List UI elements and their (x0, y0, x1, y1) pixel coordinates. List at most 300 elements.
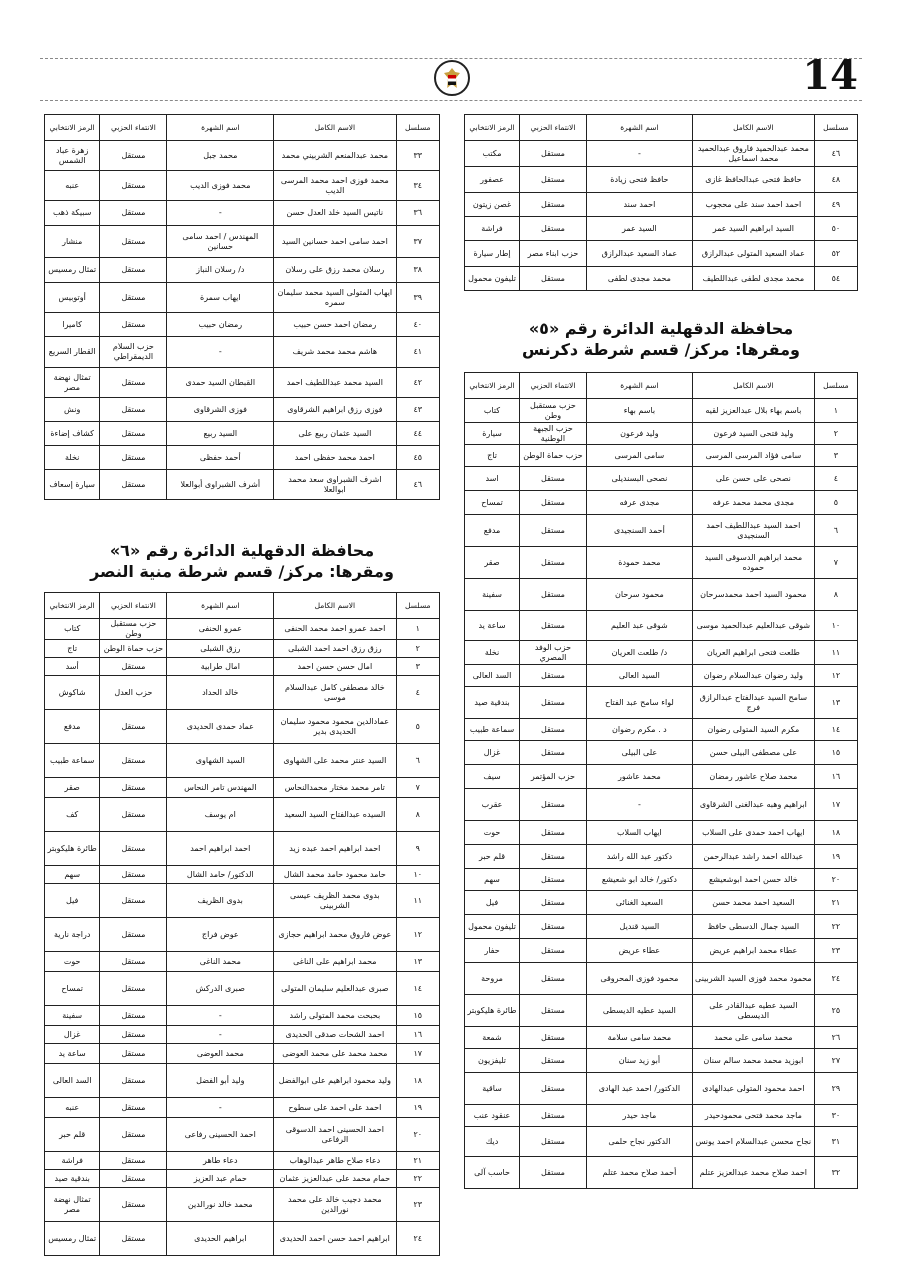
known-as-cell: لواء سامح عبد الفتاح (586, 687, 692, 719)
table-row (45, 676, 440, 710)
table-row (465, 217, 858, 241)
table-row (465, 995, 858, 1027)
party-cell: مستقل (520, 1105, 587, 1127)
full-name-cell: ايهاب المتولى السيد محمد سليمان سمره (274, 283, 396, 313)
symbol-cell: تمثال رمسيس (45, 1222, 100, 1256)
symbol-cell: تاج (45, 640, 100, 658)
column-header: مسلسل (814, 115, 857, 141)
full-name-cell: محمد عبدالحميد فاروق عبدالحميد محمد اسماعيل (692, 141, 814, 167)
column-header: مسلسل (396, 593, 439, 619)
symbol-cell: تليفون محمول (465, 267, 520, 291)
serial-cell: ٣٩ (396, 283, 439, 313)
full-name-cell: السعيد احمد محمد حسن (692, 891, 814, 915)
table-row (45, 171, 440, 201)
serial-cell: ٤٢ (396, 368, 439, 398)
known-as-cell: السيد عطيه الديسطى (586, 995, 692, 1027)
table-row (465, 267, 858, 291)
column-header: الانتماء الحزبي (100, 593, 167, 619)
known-as-cell: حمام عبد العزيز (167, 1170, 274, 1188)
table-row (465, 641, 858, 665)
serial-cell: ٥٤ (814, 267, 857, 291)
party-cell: مستقل (100, 1222, 167, 1256)
table-row (45, 470, 440, 500)
serial-cell: ٤٣ (396, 398, 439, 422)
full-name-cell: عوض فاروق محمد ابراهيم حجازى (274, 918, 396, 952)
serial-cell: ٣٠ (814, 1105, 857, 1127)
table-row (45, 1170, 440, 1188)
known-as-cell: أحمد صلاح محمد عتلم (586, 1157, 692, 1189)
known-as-cell: الدكتور/ احمد عبد الهادى (586, 1073, 692, 1105)
known-as-cell: عماد حمدى الحديدى (167, 710, 274, 744)
symbol-cell: عنبه (45, 171, 100, 201)
known-as-cell: أشرف الشبراوى أبوالعلا (167, 470, 274, 500)
district-6-subtitle: ومقرها: مركز/ قسم شرطة منية النصر (90, 562, 394, 581)
party-cell: مستقل (100, 1064, 167, 1098)
party-cell: حزب السلام الديمقراطي (100, 337, 167, 368)
full-name-cell: احمد محمد حفظى احمد (274, 446, 396, 470)
full-name-cell: حامد محمود حامد محمد الشال (274, 866, 396, 884)
column-header: الاسم الكامل (692, 115, 814, 141)
table-row (465, 765, 858, 789)
table-row (45, 866, 440, 884)
table-row (465, 1073, 858, 1105)
party-cell: حزب حماة الوطن (100, 640, 167, 658)
full-name-cell: احمد الشحات صدقى الحديدى (274, 1026, 396, 1044)
full-name-cell: رمضان احمد حسن حبيب (274, 313, 396, 337)
party-cell: مستقل (520, 1049, 587, 1073)
table-row (45, 1152, 440, 1170)
known-as-cell: محمد سامى سلامة (586, 1027, 692, 1049)
table-row (45, 141, 440, 171)
full-name-cell: محمد فوزى احمد محمد المرسى الديب (274, 171, 396, 201)
column-header: اسم الشهرة (586, 115, 692, 141)
party-cell: مستقل (520, 193, 587, 217)
party-cell: حزب الوفد المصري (520, 641, 587, 665)
known-as-cell: وليد أبو الفضل (167, 1064, 274, 1098)
known-as-cell: - (167, 201, 274, 226)
known-as-cell: عوض فراج (167, 918, 274, 952)
symbol-cell: غزال (45, 1026, 100, 1044)
known-as-cell: احمد سند (586, 193, 692, 217)
serial-cell: ١٧ (396, 1044, 439, 1064)
symbol-cell: ديك (465, 1127, 520, 1157)
serial-cell: ٢٤ (396, 1222, 439, 1256)
table-row (45, 446, 440, 470)
party-cell: مستقل (520, 267, 587, 291)
serial-cell: ٦ (396, 744, 439, 778)
party-cell: مستقل (100, 972, 167, 1006)
known-as-cell: المهندس / احمد سامى حسانين (167, 226, 274, 258)
symbol-cell: عنقود عنب (465, 1105, 520, 1127)
full-name-cell: طلعت فتحى ابراهيم العريان (692, 641, 814, 665)
party-cell: مستقل (100, 798, 167, 832)
table-row (465, 141, 858, 167)
full-name-cell: محمود محمد فوزى السيد الشربينى (692, 963, 814, 995)
table-row (465, 579, 858, 611)
party-cell: مستقل (520, 719, 587, 741)
symbol-cell: كتاب (465, 399, 520, 423)
serial-cell: ٨ (396, 798, 439, 832)
full-name-cell: شوقى عبدالعليم عبدالحميد موسى (692, 611, 814, 641)
table-row (45, 398, 440, 422)
page-number: 14 (802, 52, 858, 99)
symbol-cell: حفار (465, 939, 520, 963)
serial-cell: ١٦ (814, 765, 857, 789)
party-cell: مستقل (100, 171, 167, 201)
serial-cell: ١ (396, 619, 439, 640)
table-row (465, 789, 858, 821)
symbol-cell: بندقية صيد (45, 1170, 100, 1188)
serial-cell: ٢٠ (814, 869, 857, 891)
full-name-cell: وليد فتحى السيد فرعون (692, 423, 814, 445)
full-name-cell: حمام محمد على عبدالعزيز عثمان (274, 1170, 396, 1188)
column-header: الرمز الانتخابي (465, 115, 520, 141)
serial-cell: ٣ (814, 445, 857, 467)
symbol-cell: سهم (465, 869, 520, 891)
district-5-subtitle: ومقرها: مركز/ قسم شرطة دكرنس (522, 340, 800, 359)
full-name-cell: حافظ فتحى عبدالحافظ غازى (692, 167, 814, 193)
serial-cell: ٦ (814, 515, 857, 547)
column-header: الرمز الانتخابي (45, 115, 100, 141)
full-name-cell: محمود السيد احمد محمدسرحان (692, 579, 814, 611)
party-cell: مستقل (520, 963, 587, 995)
known-as-cell: على البيلى (586, 741, 692, 765)
serial-cell: ٥ (814, 491, 857, 515)
known-as-cell: محمد حمودة (586, 547, 692, 579)
serial-cell: ٩ (396, 832, 439, 866)
table-row (45, 832, 440, 866)
serial-cell: ٤٥ (396, 446, 439, 470)
full-name-cell: بحبحت محمد المتولى راشد (274, 1006, 396, 1026)
known-as-cell: دكتور عبد الله راشد (586, 845, 692, 869)
table-row (465, 821, 858, 845)
table-row (45, 313, 440, 337)
full-name-cell: رزق رزق احمد احمد الشبلى (274, 640, 396, 658)
symbol-cell: سفينة (465, 579, 520, 611)
serial-cell: ٢٣ (396, 1188, 439, 1222)
column-header: الاسم الكامل (274, 115, 396, 141)
table-row (45, 1064, 440, 1098)
full-name-cell: محمد ابراهيم على الناغى (274, 952, 396, 972)
district-6-title: محافظة الدقهلية الدائرة رقم «٦» (109, 541, 375, 560)
full-name-cell: بدوى محمد الظريف عيسى الشربينى (274, 884, 396, 918)
table-row (465, 741, 858, 765)
candidates-table-district-5 (464, 372, 858, 1189)
serial-cell: ٢٢ (396, 1170, 439, 1188)
full-name-cell: السيد عطيه عبدالقادر على الديسطى (692, 995, 814, 1027)
table-row (45, 744, 440, 778)
party-cell: حزب مستقبل وطن (520, 399, 587, 423)
serial-cell: ١٣ (396, 952, 439, 972)
symbol-cell: ساقية (465, 1073, 520, 1105)
serial-cell: ٤٨ (814, 167, 857, 193)
known-as-cell: فوزى الشرقاوى (167, 398, 274, 422)
party-cell: مستقل (520, 995, 587, 1027)
symbol-cell: سهم (45, 866, 100, 884)
symbol-cell: حوت (465, 821, 520, 845)
serial-cell: ١٠ (814, 611, 857, 641)
table-row (465, 891, 858, 915)
table-row (465, 1127, 858, 1157)
symbol-cell: مروحة (465, 963, 520, 995)
table-row (45, 658, 440, 676)
serial-cell: ٢ (814, 423, 857, 445)
table (464, 372, 858, 1189)
serial-cell: ١١ (396, 884, 439, 918)
full-name-cell: صبرى عبدالعليم سليمان المتولى (274, 972, 396, 1006)
known-as-cell: ماجد حيدر (586, 1105, 692, 1127)
table-row (45, 918, 440, 952)
symbol-cell: تليفزيون (465, 1049, 520, 1073)
party-cell: حزب ابناء مصر (520, 241, 587, 267)
full-name-cell: ناتيس السيد خلد العدل حسن (274, 201, 396, 226)
table-row (45, 778, 440, 798)
party-cell: مستقل (520, 167, 587, 193)
table-row (465, 491, 858, 515)
symbol-cell: السد العالى (465, 665, 520, 687)
table-row (465, 869, 858, 891)
symbol-cell: ساعة يد (45, 1044, 100, 1064)
symbol-cell: فراشة (45, 1152, 100, 1170)
known-as-cell: سامى المرسى (586, 445, 692, 467)
full-name-cell: دعاء صلاح طاهر عبدالوهاب (274, 1152, 396, 1170)
table (464, 114, 858, 291)
full-name-cell: احمد سامى احمد حسانين السيد (274, 226, 396, 258)
full-name-cell: محمد ابراهيم الدسوقى السيد حموده (692, 547, 814, 579)
symbol-cell: كشاف إضاءة (45, 422, 100, 446)
known-as-cell: السيد ربيع (167, 422, 274, 446)
serial-cell: ٥ (396, 710, 439, 744)
symbol-cell: بندقية صيد (465, 687, 520, 719)
party-cell: مستقل (100, 952, 167, 972)
party-cell: حزب حماة الوطن (520, 445, 587, 467)
symbol-cell: مكتب (465, 141, 520, 167)
party-cell: مستقل (520, 665, 587, 687)
party-cell: مستقل (100, 1044, 167, 1064)
symbol-cell: فيل (45, 884, 100, 918)
table-row (45, 1222, 440, 1256)
full-name-cell: تامر محمد مختار محمدالنحاس (274, 778, 396, 798)
serial-cell: ٣٢ (814, 1157, 857, 1189)
party-cell: مستقل (100, 710, 167, 744)
symbol-cell: حاسب آلى (465, 1157, 520, 1189)
party-cell: مستقل (520, 1157, 587, 1189)
full-name-cell: احمد ابراهيم احمد عبده زيد (274, 832, 396, 866)
symbol-cell: حوت (45, 952, 100, 972)
known-as-cell: - (167, 337, 274, 368)
serial-cell: ٢١ (814, 891, 857, 915)
full-name-cell: خالد مصطفى كامل عبدالسلام موسى (274, 676, 396, 710)
party-cell: مستقل (520, 891, 587, 915)
full-name-cell: احمد عمرو احمد محمد الحنفى (274, 619, 396, 640)
serial-cell: ١٦ (396, 1026, 439, 1044)
table-row (45, 1044, 440, 1064)
full-name-cell: عطاء محمد ابراهيم عريض (692, 939, 814, 963)
table-row (465, 547, 858, 579)
serial-cell: ٥٠ (814, 217, 857, 241)
party-cell: مستقل (100, 658, 167, 676)
table (44, 592, 440, 1256)
party-cell: مستقل (520, 515, 587, 547)
serial-cell: ٤٤ (396, 422, 439, 446)
table-row (465, 665, 858, 687)
known-as-cell: الدكتور نجاح حلمى (586, 1127, 692, 1157)
party-cell: مستقل (520, 1027, 587, 1049)
party-cell: مستقل (100, 1026, 167, 1044)
party-cell: مستقل (520, 467, 587, 491)
full-name-cell: امال حسن حسن احمد (274, 658, 396, 676)
serial-cell: ٣٦ (396, 201, 439, 226)
symbol-cell: أوتوبيس (45, 283, 100, 313)
party-cell: مستقل (100, 141, 167, 171)
known-as-cell: رزق الشبلى (167, 640, 274, 658)
table-row (465, 445, 858, 467)
known-as-cell: د/ رسلان النباز (167, 258, 274, 283)
known-as-cell: محمد خالد نورالدين (167, 1188, 274, 1222)
known-as-cell: امال طرابية (167, 658, 274, 676)
party-cell: مستقل (100, 313, 167, 337)
symbol-cell: سماعة طبيب (465, 719, 520, 741)
party-cell: مستقل (100, 884, 167, 918)
serial-cell: ٣٧ (396, 226, 439, 258)
serial-cell: ١١ (814, 641, 857, 665)
candidates-table-left-top (44, 114, 440, 500)
party-cell: مستقل (100, 918, 167, 952)
serial-cell: ٧ (396, 778, 439, 798)
table-row (465, 515, 858, 547)
full-name-cell: محمد صلاح عاشور رمضان (692, 765, 814, 789)
full-name-cell: السيد عثمان ربيع على (274, 422, 396, 446)
symbol-cell: عصفور (465, 167, 520, 193)
table-row (465, 193, 858, 217)
known-as-cell: رمضان حبيب (167, 313, 274, 337)
symbol-cell: زهرة عباد الشمس (45, 141, 100, 171)
known-as-cell: محمود فوزى المحروقى (586, 963, 692, 995)
known-as-cell: محمد الناغى (167, 952, 274, 972)
table-row (465, 611, 858, 641)
full-name-cell: وليد رضوان عبدالسلام رضوان (692, 665, 814, 687)
party-cell: حزب العدل (100, 676, 167, 710)
table-header-row (45, 115, 440, 141)
known-as-cell: أحمد السنجيدى (586, 515, 692, 547)
full-name-cell: السيد جمال الدسطى حافظ (692, 915, 814, 939)
serial-cell: ٧ (814, 547, 857, 579)
column-header: الانتماء الحزبي (100, 115, 167, 141)
party-cell: مستقل (520, 741, 587, 765)
symbol-cell: كاميرا (45, 313, 100, 337)
full-name-cell: عماد السعيد المتولى عبدالرازق (692, 241, 814, 267)
serial-cell: ١٥ (814, 741, 857, 765)
symbol-cell: تمثال رمسيس (45, 258, 100, 283)
party-cell: مستقل (100, 470, 167, 500)
symbol-cell: شمعة (465, 1027, 520, 1049)
party-cell: مستقل (520, 217, 587, 241)
full-name-cell: محمد عبدالمنعم الشربيني محمد (274, 141, 396, 171)
symbol-cell: سيارة إسعاف (45, 470, 100, 500)
party-cell: مستقل (520, 845, 587, 869)
full-name-cell: ماجد محمد فتحى محمودحيدر (692, 1105, 814, 1127)
table-row (465, 915, 858, 939)
party-cell: مستقل (520, 939, 587, 963)
known-as-cell: السيد الشهاوى (167, 744, 274, 778)
table-row (465, 167, 858, 193)
known-as-cell: حافظ فتحى زيادة (586, 167, 692, 193)
column-header: الرمز الانتخابي (45, 593, 100, 619)
serial-cell: ١٧ (814, 789, 857, 821)
serial-cell: ٣١ (814, 1127, 857, 1157)
table-row (465, 1105, 858, 1127)
symbol-cell: القطار السريع (45, 337, 100, 368)
full-name-cell: مجدى محمد محمد عرفه (692, 491, 814, 515)
table-row (45, 258, 440, 283)
table-header-row (465, 373, 858, 399)
party-cell: مستقل (520, 821, 587, 845)
symbol-cell: تاج (465, 445, 520, 467)
symbol-cell: أسد (45, 658, 100, 676)
symbol-cell: فيل (465, 891, 520, 915)
symbol-cell: منشار (45, 226, 100, 258)
known-as-cell: وليد فرعون (586, 423, 692, 445)
district-5-heading (464, 318, 858, 360)
serial-cell: ٢٢ (814, 915, 857, 939)
full-name-cell: السيده عبدالفتاح السيد السعيد (274, 798, 396, 832)
party-cell: مستقل (520, 915, 587, 939)
table-row (45, 1026, 440, 1044)
known-as-cell: مجدى عرفه (586, 491, 692, 515)
candidates-table-district-4-cont (464, 114, 858, 291)
column-header: الرمز الانتخابي (465, 373, 520, 399)
serial-cell: ٢١ (396, 1152, 439, 1170)
table-row (45, 283, 440, 313)
known-as-cell: السعيد الغنائى (586, 891, 692, 915)
symbol-cell: تمساح (465, 491, 520, 515)
serial-cell: ٢٧ (814, 1049, 857, 1073)
known-as-cell: محمد مجدى لطفى (586, 267, 692, 291)
serial-cell: ١٩ (814, 845, 857, 869)
party-cell: مستقل (520, 687, 587, 719)
party-cell: مستقل (520, 869, 587, 891)
known-as-cell: محمود سرحان (586, 579, 692, 611)
table-row (45, 619, 440, 640)
party-cell: مستقل (100, 778, 167, 798)
known-as-cell: د . مكرم رضوان (586, 719, 692, 741)
symbol-cell: إطار سيارة (465, 241, 520, 267)
symbol-cell: صقر (45, 778, 100, 798)
symbol-cell: تمثال نهضة مصر (45, 1188, 100, 1222)
party-cell: مستقل (100, 446, 167, 470)
symbol-cell: السد العالى (45, 1064, 100, 1098)
column-header: مسلسل (814, 373, 857, 399)
full-name-cell: محمد سامى على محمد (692, 1027, 814, 1049)
full-name-cell: خالد حسن احمد ابوشعيشع (692, 869, 814, 891)
table-row (465, 399, 858, 423)
table-row (465, 719, 858, 741)
known-as-cell: محمد فوزى الديب (167, 171, 274, 201)
full-name-cell: محمد محمد على محمد العوضى (274, 1044, 396, 1064)
column-header: الاسم الكامل (692, 373, 814, 399)
symbol-cell: غزال (465, 741, 520, 765)
serial-cell: ٢٥ (814, 995, 857, 1027)
full-name-cell: مكرم السيد المتولى رضوان (692, 719, 814, 741)
known-as-cell: القبطان السيد حمدى (167, 368, 274, 398)
symbol-cell: مدفع (45, 710, 100, 744)
party-cell: مستقل (100, 866, 167, 884)
serial-cell: ٣٨ (396, 258, 439, 283)
serial-cell: ٢٦ (814, 1027, 857, 1049)
table-row (45, 640, 440, 658)
serial-cell: ١٠ (396, 866, 439, 884)
full-name-cell: سامى فؤاد المرسى المرسى (692, 445, 814, 467)
